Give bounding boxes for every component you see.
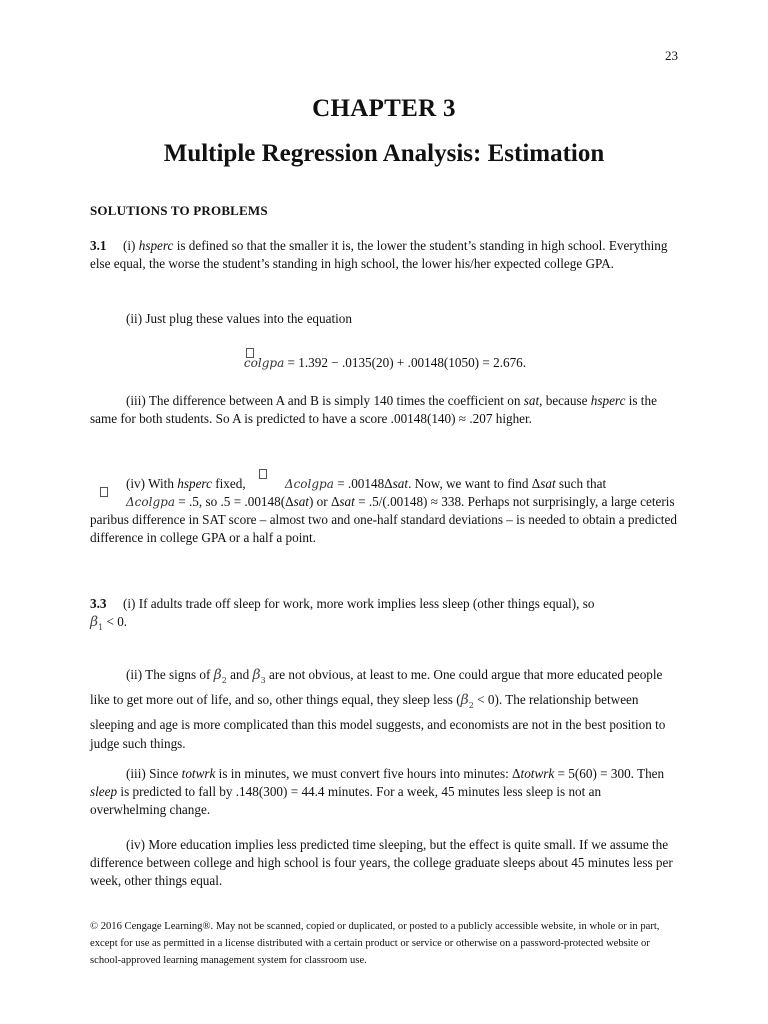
text: (i) xyxy=(122,238,139,253)
text: Δcolgpa xyxy=(284,477,334,491)
text: is predicted to fall by .148(300) = 44.4 minutes. For a week, 45 minutes less sleep is not an overwhelming change. xyxy=(90,784,602,817)
text: fixed, xyxy=(211,476,249,491)
problem-3-3-part-i xyxy=(90,595,680,637)
text: (iii) The difference between A and B is simply 140 times the coefficient on xyxy=(126,393,524,408)
text: (iv) More education implies less predicted time sleeping, but the effect is quite small. If we assume the difference between college and high school is four years, the college graduate sleeps about 45 minutes less per week, other things equal. xyxy=(90,837,673,888)
copyright-footer: © 2016 Cengage Learning®. May not be scanned, copied or duplicated, or posted to a publicly accessible website, in whole or in part, except for use as permitted in a license distributed with a certain product or service or otherwise on a password-protected website or school-approved learning management system for classroom use. xyxy=(90,921,660,966)
text: = 5(60) = 300. Then xyxy=(554,766,665,781)
text: < 0). The relationship between sleeping and age is more complicated than this model suggests, and economists are not in the best position to judge such things. xyxy=(90,691,666,751)
beta-2-symbol: $\beta_2$ xyxy=(213,667,227,685)
problem-3-1-part-i xyxy=(90,237,680,273)
var-sat: sat xyxy=(540,476,556,491)
text: are not obvious, at least to me. One could argue that more educated people like to get more out of life, and so, other things equal, they sleep less ( xyxy=(90,667,663,707)
var-hsperc: hsperc xyxy=(590,393,626,408)
hat-box-icon xyxy=(246,348,254,358)
var-hsperc: hsperc xyxy=(177,476,212,491)
text: . Now, we want to find Δ xyxy=(408,476,541,491)
page-number: 23 xyxy=(665,48,678,63)
chapter-label: CHAPTER 3 xyxy=(312,95,456,122)
var-hsperc: hsperc xyxy=(138,238,174,253)
text: colgpa xyxy=(243,356,285,370)
var-sat: sat xyxy=(523,393,540,408)
problem-3-3-part-iii xyxy=(90,765,680,819)
text: , because xyxy=(539,393,591,408)
delta-colgpa-hat-symbol xyxy=(249,475,334,493)
text: = .5, so .5 = .00148(Δ xyxy=(174,494,294,509)
text: (iv) With xyxy=(126,476,178,491)
problem-3-3-part-iv xyxy=(90,836,680,890)
text: = .5/(.00148) ≈ 338. Perhaps not surprisingly, a large ceteris paribus difference in SAT score – almost two and one-half standard deviations – is needed to obtain a predicted difference in college GPA or a half a point. xyxy=(90,494,677,545)
var-sat: sat xyxy=(293,494,309,509)
section-heading: SOLUTIONS TO PROBLEMS xyxy=(90,203,268,218)
var-totwrk: totwrk xyxy=(181,766,216,781)
text: Δcolgpa xyxy=(126,495,175,509)
problem-3-1-part-ii xyxy=(90,310,680,328)
problem-3-1-part-iv xyxy=(90,475,680,547)
problem-number: 3.3 xyxy=(90,596,107,611)
equation-text: = 1.392 − .0135(20) + .00148(1050) = 2.676. xyxy=(284,355,527,370)
var-sat: sat xyxy=(392,476,409,491)
beta-2-symbol: $\beta_2$ xyxy=(460,691,474,710)
text: is in minutes, we must convert five hours into minutes: Δ xyxy=(215,766,521,781)
text: = .00148Δ xyxy=(333,476,393,491)
text: (ii) Just plug these values into the equation xyxy=(126,311,352,326)
text: such that xyxy=(555,476,607,491)
text: (ii) The signs of xyxy=(126,667,214,682)
var-sat: sat xyxy=(339,494,355,509)
equation-colgpa xyxy=(90,354,680,372)
problem-3-3-part-ii xyxy=(90,665,680,753)
var-sleep: sleep xyxy=(90,784,118,799)
beta-1-symbol: $\beta_1$ xyxy=(90,614,104,632)
var-totwrk: totwrk xyxy=(520,766,555,781)
hat-box-icon xyxy=(100,487,108,497)
delta-colgpa-hat-symbol xyxy=(90,493,175,511)
colgpa-hat-symbol xyxy=(244,354,284,372)
text: ) or Δ xyxy=(308,494,340,509)
beta-3-symbol: $\beta_3$ xyxy=(252,667,266,685)
text: (iii) Since xyxy=(126,766,182,781)
hat-box-icon xyxy=(259,469,267,479)
problem-3-1-part-iii xyxy=(90,392,680,428)
text: is the same for both students. So A is predicted to have a score .00148(140) ≈ .207 higher. xyxy=(90,393,657,426)
text: is defined so that the smaller it is, the lower the student’s standing in high school. Everything else equal, the worse the student’s standing in high school, the lower his/her expected college GPA. xyxy=(90,238,668,271)
problem-number: 3.1 xyxy=(90,238,107,253)
text: (i) If adults trade off sleep for work, more work implies less sleep (other things equal), so xyxy=(122,596,595,611)
text: < 0. xyxy=(103,614,128,629)
text: and xyxy=(226,667,253,682)
chapter-title: Multiple Regression Analysis: Estimation xyxy=(163,140,605,167)
